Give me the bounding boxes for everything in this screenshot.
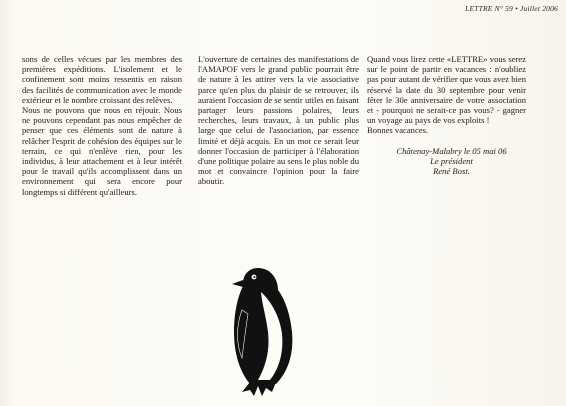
page-header: LETTRE N° 59 • Juillet 2006 [465,4,558,13]
signature-role: Le président [430,155,473,166]
text-column-right [367,54,526,176]
text-column-middle [198,54,359,187]
penguin-icon [228,262,298,402]
signature-block [367,146,526,177]
signature-name: René Bost. [433,166,470,177]
text-column-left [22,54,182,197]
paragraph: sons de celles vécues par les membres des premières expéditions. L'isolement et le confinement sont moins ressentis en raison des facilités de communication avec le monde extérieur et le nombre croissant des relèves. [22,54,182,105]
paragraph: Quand vous lirez cette «LETTRE» vous serez sur le point de partir en vacances : n'oubliez pas pour autant de vérifier que vous avez bien réservé la date du 30 septembre pour venir fêter le 30e anniversaire de votre association et - pourquoi ne serait-ce pas vous? - gagner un voyage au pays de vos exploits ! [367,54,526,126]
signature-place-date: Châtenay-Malabry le 05 mai 06 [396,145,507,156]
paragraph: L'ouverture de certaines des manifestations de l'AMAPOF vers le grand public pourrait être de nature à les attirer vers la vie associative parce qu'en plus du plaisir de se retrouver, ils auraient l'occasion de se sentir utiles en faisant partager leurs passions polaires, leurs recherches, leurs travaux, à un public plus large que celui de l'association, par essence limité et déjà acquis. En un mot ce serait leur donner l'occasion de participer à l'élaboration d'une politique polaire au sens le plus noble du mot et convaincre l'opinion pour la faire aboutir. [198,54,359,187]
paragraph: Bonnes vacances. [367,125,429,136]
paragraph: Nous ne pouvons que nous en réjouir. Nous ne pouvons cependant pas nous empêcher de penser que ces éléments sont de nature à relâcher l'esprit de cohésion des équipes sur le terrain, ce qui n'enlève rien, pour les individus, à leur attachement et à leur intérêt pour le travail qu'ils accomplissent dans un environnement qui sera encore pour longtemps si différent qu'ailleurs. [22,105,182,197]
